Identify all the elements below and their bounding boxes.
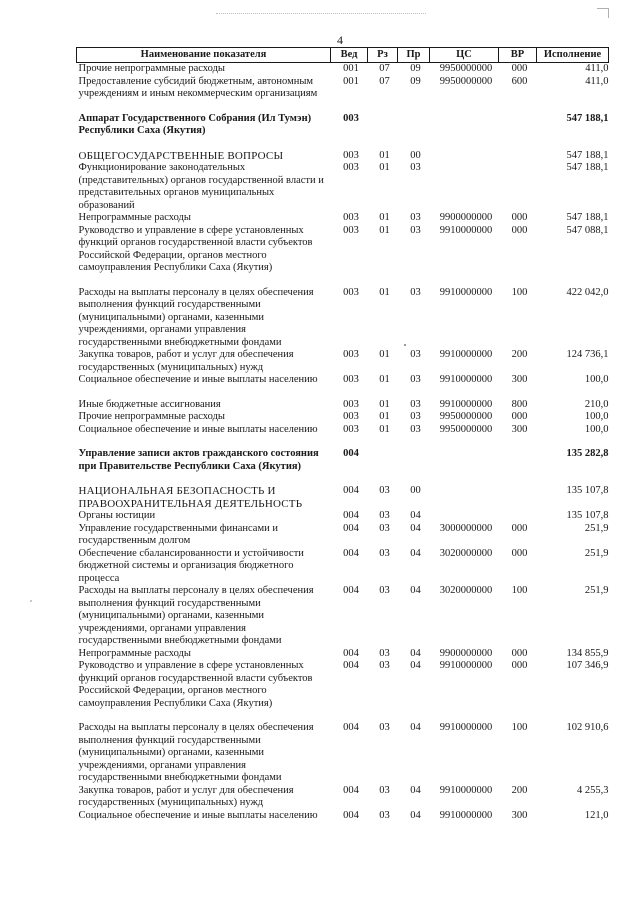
row-execution: 547 188,1: [566, 162, 609, 173]
row-rz: 01: [379, 162, 390, 173]
header-pr: Пр: [398, 48, 430, 63]
row-execution: 134 855,9: [566, 647, 609, 659]
row-vr: 300: [511, 809, 528, 821]
row-cs: 9950000000: [439, 423, 493, 435]
row-name: Социальное обеспечение и иные выплаты населению: [78, 423, 318, 435]
table-row: [77, 349, 609, 374]
row-vr: 000: [511, 212, 528, 223]
row-vr: 100: [511, 286, 528, 298]
row-rz: 01: [379, 423, 390, 435]
row-pr: [398, 436, 430, 473]
row-rz: 01: [379, 398, 390, 410]
row-execution: 100,0: [584, 423, 609, 435]
row-name: Прочие непрограммные расходы: [78, 63, 225, 74]
row-cs: 3020000000: [439, 547, 493, 559]
row-execution: 135 282,8: [566, 448, 609, 459]
row-vr: 200: [511, 349, 528, 360]
row-ved: 004: [343, 660, 359, 671]
page-number: 4: [337, 33, 343, 47]
row-name: Расходы на выплаты персоналу в целях обеспечения выполнения функций государственными (муниципальными) органами, казенными учреждениями, органами управления государственными внебюджетными фондами: [78, 585, 314, 646]
row-execution: 107 346,9: [566, 660, 609, 671]
row-cs: [430, 473, 499, 510]
row-ved: 004: [343, 510, 359, 521]
row-ved: 003: [343, 423, 359, 435]
row-cs: [430, 162, 499, 212]
row-pr: 04: [410, 510, 421, 521]
row-vr: 000: [511, 63, 528, 74]
row-rz: 03: [379, 522, 390, 534]
row-cs: 9910000000: [439, 374, 493, 385]
row-pr: 03: [410, 374, 421, 385]
row-ved: 004: [343, 809, 359, 821]
row-execution: 100,0: [584, 374, 609, 385]
row-ved: 003: [343, 374, 359, 385]
row-pr: 00: [410, 485, 421, 496]
row-name: Аппарат Государственного Собрания (Ил Тумэн) Республики Саха (Якутия): [78, 112, 312, 136]
row-pr: [398, 101, 430, 138]
row-name: Руководство и управление в сфере установленных функций органов государственной власти субъектов Российской Федерации, органов местного самоуправления Республики Саха (Якутия): [78, 224, 313, 273]
row-rz: 03: [379, 585, 390, 596]
row-name: Закупка товаров, работ и услуг для обеспечения государственных (муниципальных) нужд: [78, 349, 294, 373]
row-pr: 04: [410, 547, 421, 559]
row-ved: 003: [343, 149, 359, 161]
header-cs: ЦС: [430, 48, 499, 63]
row-ved: 004: [343, 522, 359, 534]
row-name: Органы юстиции: [78, 510, 156, 521]
row-rz: 03: [379, 485, 390, 496]
row-pr: 00: [410, 149, 421, 161]
row-cs: 9950000000: [439, 411, 493, 422]
row-pr: 04: [410, 809, 421, 821]
row-name: Непрограммные расходы: [78, 647, 191, 659]
table-row-department: [77, 436, 609, 473]
row-vr: 000: [511, 660, 528, 671]
row-rz: 03: [379, 510, 390, 521]
row-ved: 004: [343, 448, 359, 459]
row-rz: 03: [379, 547, 390, 559]
header-rz: Рз: [368, 48, 398, 63]
row-execution: 135 107,8: [566, 510, 609, 521]
row-ved: 003: [343, 411, 359, 422]
table-row: [77, 523, 609, 548]
row-rz: 07: [379, 63, 390, 74]
row-name: Расходы на выплаты персоналу в целях обеспечения выполнения функций государственными (муниципальными) органами, казенными учреждениями, органами управления государственными внебюджетными фондами: [78, 286, 314, 348]
row-cs: 3000000000: [439, 522, 493, 534]
row-vr: [499, 101, 537, 138]
header-vr: ВР: [499, 48, 537, 63]
row-cs: 9950000000: [439, 75, 493, 87]
row-ved: 003: [343, 398, 359, 410]
row-rz: 03: [379, 647, 390, 659]
row-ved: 003: [343, 212, 359, 223]
row-execution: 121,0: [584, 809, 609, 821]
row-pr: 03: [410, 224, 421, 236]
scan-artifact-top: [216, 13, 426, 14]
table-row: [77, 710, 609, 785]
row-cs: 9910000000: [439, 398, 493, 410]
row-rz: 03: [379, 784, 390, 796]
table-row: [77, 424, 609, 437]
row-rz: 03: [379, 660, 390, 671]
row-pr: 03: [410, 423, 421, 435]
row-name: Закупка товаров, работ и услуг для обеспечения государственных (муниципальных) нужд: [78, 784, 294, 808]
row-pr: 04: [410, 722, 421, 733]
row-vr: [499, 162, 537, 212]
row-vr: 200: [511, 784, 528, 796]
table-row: [77, 387, 609, 412]
table-row: [77, 548, 609, 586]
header-name: Наименование показателя: [77, 48, 331, 63]
row-rz: 01: [379, 374, 390, 385]
row-ved: 001: [343, 63, 359, 74]
row-vr: 100: [511, 722, 528, 733]
table-row-section: [77, 138, 609, 163]
row-rz: 01: [379, 212, 390, 223]
row-pr: 09: [410, 63, 421, 74]
row-rz: 01: [379, 286, 390, 298]
row-ved: 004: [343, 784, 359, 796]
row-cs: [430, 138, 499, 163]
header-execution: Исполнение: [537, 48, 609, 63]
row-execution: 124 736,1: [566, 349, 609, 360]
row-cs: 9900000000: [439, 647, 493, 659]
table-row: [77, 225, 609, 275]
row-execution: 251,9: [584, 585, 609, 596]
table-row: [77, 275, 609, 350]
table-row: [77, 785, 609, 810]
row-execution: 411,0: [585, 63, 609, 74]
row-pr: 04: [410, 585, 421, 596]
row-rz: 03: [379, 722, 390, 733]
row-pr: 04: [410, 784, 421, 796]
row-vr: 300: [511, 423, 528, 435]
row-rz: 01: [379, 411, 390, 422]
row-pr: 09: [410, 75, 421, 87]
row-rz: 01: [379, 149, 390, 161]
row-cs: 9900000000: [439, 212, 493, 223]
row-cs: 9950000000: [439, 63, 493, 74]
row-vr: [499, 510, 537, 523]
row-name: Предоставление субсидий бюджетным, автономным учреждениям и иным некоммерческим организациям: [78, 75, 318, 99]
row-execution: 547 088,1: [566, 224, 609, 236]
row-name: ОБЩЕГОСУДАРСТВЕННЫЕ ВОПРОСЫ: [78, 149, 284, 162]
row-cs: 9910000000: [439, 286, 493, 298]
row-rz: 01: [379, 224, 390, 236]
table-row: [77, 648, 609, 661]
row-rz: 03: [379, 809, 390, 821]
row-cs: 9910000000: [439, 722, 493, 733]
row-rz: [368, 101, 398, 138]
scan-artifact-corner: [597, 8, 609, 18]
row-ved: 003: [343, 224, 359, 236]
row-vr: 000: [511, 224, 528, 236]
row-ved: 001: [343, 75, 359, 87]
row-vr: 000: [511, 411, 528, 422]
row-execution: 547 188,1: [566, 112, 609, 124]
row-name: Иные бюджетные ассигнования: [78, 398, 221, 410]
row-name: Прочие непрограммные расходы: [78, 411, 225, 422]
row-execution: 102 910,6: [566, 722, 609, 733]
header-ved: Вед: [331, 48, 368, 63]
row-name: Управление государственными финансами и государственным долгом: [78, 522, 278, 546]
row-execution: 251,9: [584, 547, 609, 559]
row-vr: 000: [511, 547, 528, 559]
table-row-department: [77, 101, 609, 138]
row-name: Непрограммные расходы: [78, 212, 191, 223]
row-ved: 003: [343, 286, 359, 298]
row-execution: 411,0: [585, 75, 609, 87]
row-ved: 004: [343, 547, 359, 559]
row-rz: [368, 436, 398, 473]
row-ved: 003: [343, 112, 359, 124]
row-cs: 3020000000: [439, 585, 493, 596]
row-execution: 135 107,8: [566, 485, 609, 496]
row-pr: 03: [410, 212, 421, 223]
table-row: [77, 63, 609, 76]
table-row: [77, 660, 609, 710]
row-vr: [499, 138, 537, 163]
table-row: [77, 810, 609, 823]
scan-speck-left: [30, 600, 32, 602]
row-vr: 100: [511, 585, 528, 596]
row-execution: 100,0: [584, 411, 609, 422]
table-row-section: [77, 473, 609, 510]
row-cs: 9910000000: [439, 784, 493, 796]
row-name: Социальное обеспечение и иные выплаты населению: [78, 374, 318, 385]
row-name: Функционирование законодательных (представительных) органов государственной власти и представительных органов муниципальных образований: [78, 162, 324, 211]
row-vr: 000: [511, 522, 528, 534]
row-execution: 422 042,0: [566, 286, 609, 298]
row-name: Руководство и управление в сфере установленных функций органов государственной власти субъектов Российской Федерации, органов местного самоуправления Республики Саха (Якутия): [78, 660, 313, 709]
row-pr: 04: [410, 522, 421, 534]
row-execution: 251,9: [584, 522, 609, 534]
row-cs: 9910000000: [439, 349, 493, 360]
row-cs: [430, 101, 499, 138]
table-row: [77, 162, 609, 212]
row-ved: 004: [343, 585, 359, 596]
row-pr: 03: [410, 162, 421, 173]
row-cs: [430, 510, 499, 523]
table-row: [77, 76, 609, 101]
row-name: Социальное обеспечение и иные выплаты населению: [78, 809, 318, 821]
table-row: [77, 411, 609, 424]
row-rz: 07: [379, 75, 390, 87]
table-row: [77, 510, 609, 523]
row-name: Расходы на выплаты персоналу в целях обеспечения выполнения функций государственными (муниципальными) органами, казенными учреждениями, органами управления государственными внебюджетными фондами: [78, 722, 314, 783]
table-body: [77, 63, 609, 823]
row-cs: 9910000000: [439, 224, 493, 236]
row-execution: 547 188,1: [566, 212, 609, 223]
row-ved: 004: [343, 485, 359, 496]
row-cs: 9910000000: [439, 809, 493, 821]
row-pr: 03: [410, 398, 421, 410]
row-vr: 600: [511, 75, 528, 87]
row-vr: 000: [511, 647, 528, 659]
row-cs: 9910000000: [439, 660, 493, 671]
row-vr: [499, 473, 537, 510]
row-execution: 547 188,1: [566, 149, 609, 161]
table-row: [77, 374, 609, 387]
row-execution: 4 255,3: [577, 784, 609, 796]
row-cs: [430, 436, 499, 473]
row-name: Обеспечение сбалансированности и устойчивости бюджетной системы и организация бюджетного процесса: [78, 547, 304, 584]
row-name: НАЦИОНАЛЬНАЯ БЕЗОПАСНОСТЬ И ПРАВООХРАНИТЕЛЬНАЯ ДЕЯТЕЛЬНОСТЬ: [78, 485, 303, 510]
budget-execution-table: [76, 47, 609, 822]
row-ved: 003: [343, 162, 359, 173]
table-row: [77, 212, 609, 225]
row-pr: 04: [410, 647, 421, 659]
row-vr: 300: [511, 374, 528, 385]
row-ved: 004: [343, 722, 359, 733]
row-pr: 03: [410, 411, 421, 422]
table-row: [77, 585, 609, 648]
row-vr: [499, 436, 537, 473]
row-name: Управление записи актов гражданского состояния при Правительстве Республики Саха (Якутия): [78, 448, 319, 472]
row-ved: 004: [343, 647, 359, 659]
row-ved: 003: [343, 349, 359, 360]
row-pr: 03: [410, 286, 421, 298]
row-vr: 800: [511, 398, 528, 410]
row-rz: 01: [379, 349, 390, 360]
row-execution: 210,0: [584, 398, 609, 410]
row-pr: 03: [410, 349, 421, 360]
row-pr: 04: [410, 660, 421, 671]
table-header: [77, 48, 609, 63]
